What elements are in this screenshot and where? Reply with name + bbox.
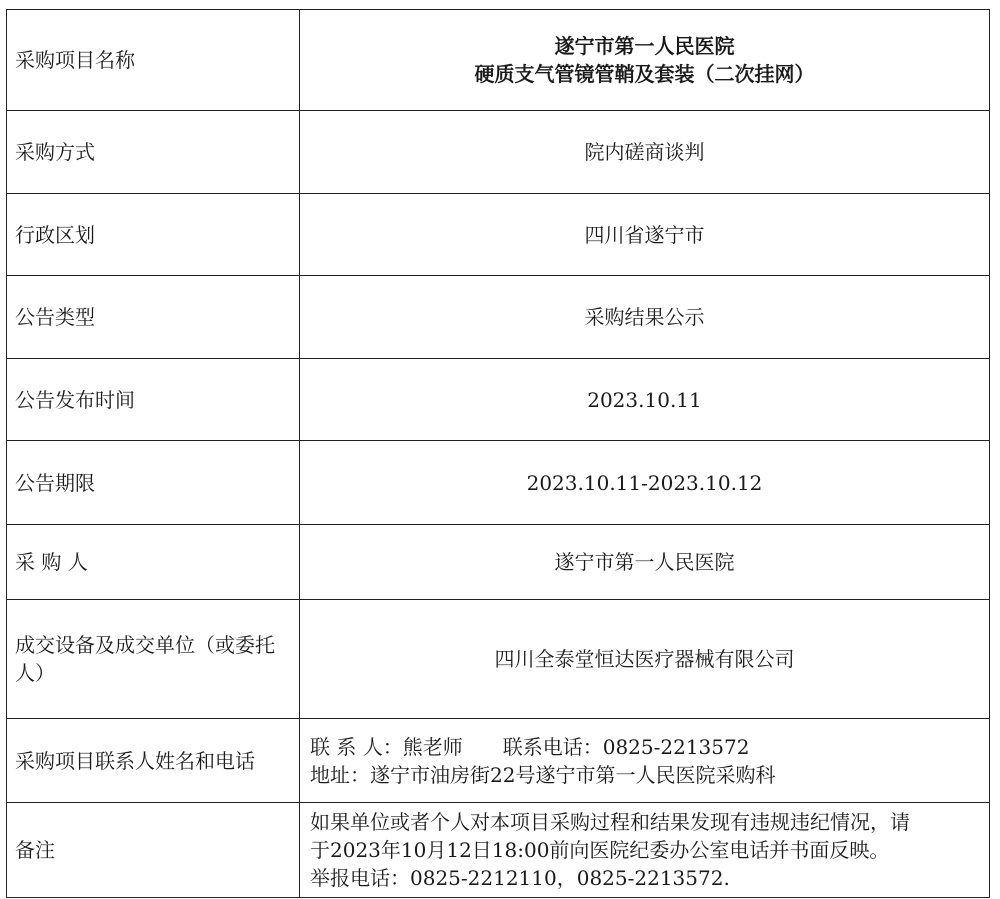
remarks-value <box>300 803 990 898</box>
project-name-line-2: 硬质支气管镜管鞘及套装（二次挂网） <box>474 62 815 86</box>
table-row <box>7 525 990 600</box>
table-row <box>7 111 990 194</box>
winning-supplier-value: 四川全泰堂恒达医疗器械有限公司 <box>300 600 990 719</box>
table-row <box>7 10 990 111</box>
contact-value <box>300 719 990 803</box>
purchaser-value: 遂宁市第一人民医院 <box>300 525 990 600</box>
contact-phone-label: 联系电话： <box>502 734 603 759</box>
purchaser-label: 采 购 人 <box>7 525 300 600</box>
remarks-line-1: 如果单位或者个人对本项目采购过程和结果发现有违规违纪情况，请 <box>310 810 910 834</box>
publish-time-label: 公告发布时间 <box>7 359 300 441</box>
procurement-notice-table <box>6 9 990 898</box>
procurement-method-label: 采购方式 <box>7 111 300 194</box>
region-value: 四川省遂宁市 <box>300 194 990 276</box>
table-row <box>7 359 990 441</box>
contact-label: 采购项目联系人姓名和电话 <box>7 719 300 803</box>
project-name-label: 采购项目名称 <box>7 10 300 111</box>
remarks-line-2: 于2023年10月12日18:00前向医院纪委办公室电话并书面反映。 <box>310 838 890 862</box>
remarks-label: 备注 <box>7 803 300 898</box>
contact-line <box>310 733 981 761</box>
region-label: 行政区划 <box>7 194 300 276</box>
project-name-value <box>300 10 990 111</box>
table-row <box>7 600 990 719</box>
contact-person-label: 联 系 人： <box>310 734 403 759</box>
publish-time-value: 2023.10.11 <box>300 359 990 441</box>
notice-period-value: 2023.10.11-2023.10.12 <box>300 441 990 525</box>
contact-person: 熊老师 <box>402 734 463 759</box>
project-name-line-1: 遂宁市第一人民医院 <box>554 34 735 58</box>
procurement-method-value: 院内磋商谈判 <box>300 111 990 194</box>
table-row <box>7 194 990 276</box>
notice-type-value: 采购结果公示 <box>300 276 990 359</box>
notice-type-label: 公告类型 <box>7 276 300 359</box>
winning-supplier-label: 成交设备及成交单位（或委托人） <box>7 600 300 719</box>
table-row <box>7 803 990 898</box>
remarks-line-3: 举报电话：0825-2212110，0825-2213572. <box>310 866 730 890</box>
table-row <box>7 719 990 803</box>
address-label: 地址： <box>310 762 370 787</box>
table-row <box>7 441 990 525</box>
contact-phone: 0825-2213572 <box>602 734 750 759</box>
address-value: 遂宁市油房街22号遂宁市第一人民医院采购科 <box>370 762 776 787</box>
address-line <box>310 761 981 789</box>
table-row <box>7 276 990 359</box>
notice-period-label: 公告期限 <box>7 441 300 525</box>
